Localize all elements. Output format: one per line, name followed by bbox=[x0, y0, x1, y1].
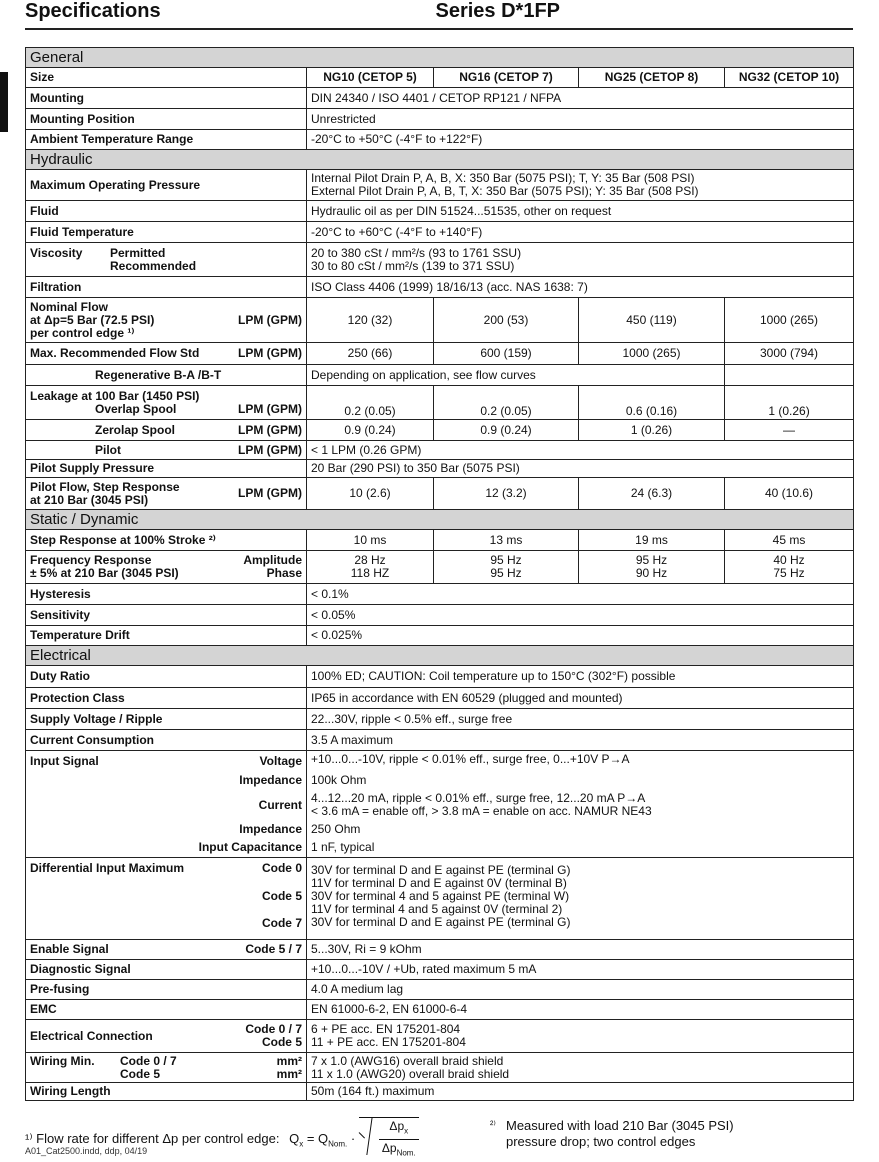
diag-label: Diagnostic Signal bbox=[26, 960, 307, 980]
wiring-code2: Code 5 bbox=[120, 1066, 161, 1081]
amplitude-ng10: 28 Hz bbox=[354, 553, 386, 567]
spec-table bbox=[25, 47, 854, 1101]
code0-label: Code 0 bbox=[261, 861, 302, 875]
size-ng32: NG32 (CETOP 10) bbox=[725, 68, 854, 88]
protection-value: IP65 in accordance with EN 60529 (plugged and mounted) bbox=[307, 688, 854, 709]
freq-ng25 bbox=[579, 551, 725, 584]
phase-ng32: 75 Hz bbox=[773, 566, 805, 580]
hysteresis-label: Hysteresis bbox=[26, 584, 307, 605]
pilot-flow-ng25: 24 (6.3) bbox=[579, 478, 725, 510]
pilot-supply-value: 20 Bar (290 PSI) to 350 Bar (5075 PSI) bbox=[307, 460, 854, 478]
formula-den: Δp bbox=[381, 1141, 397, 1156]
fluid-value: Hydraulic oil as per DIN 51524...51535, other on request bbox=[307, 201, 854, 222]
section-hydraulic: Hydraulic bbox=[26, 150, 854, 170]
diag-value: +10...0...-10V / +Ub, rated maximum 5 mA bbox=[307, 960, 854, 980]
current-consumption-label: Current Consumption bbox=[26, 730, 307, 751]
protection-label: Protection Class bbox=[26, 688, 307, 709]
conn-code1: Code 0 / 7 bbox=[245, 1022, 302, 1036]
code0-value-1: 30V for terminal D and E against PE (terminal G) bbox=[311, 863, 571, 877]
max-flow-ng16: 600 (159) bbox=[434, 343, 579, 365]
page-title: Specifications bbox=[25, 0, 161, 22]
zerolap-unit: LPM (GPM) bbox=[238, 422, 302, 437]
pilot-flow-label: Pilot Flow, Step Response bbox=[30, 479, 180, 494]
size-ng10: NG10 (CETOP 5) bbox=[307, 68, 434, 88]
code7-value: 30V for terminal D and E against PE (terminal G) bbox=[311, 915, 571, 929]
mounting-position-value: Unrestricted bbox=[307, 109, 854, 130]
filtration-label: Filtration bbox=[26, 277, 307, 298]
input-signal-label: Input Signal bbox=[30, 754, 99, 768]
viscosity-recommended-label: Recommended bbox=[110, 258, 197, 273]
prefuse-value: 4.0 A medium lag bbox=[307, 980, 854, 1000]
drift-value: < 0.025% bbox=[307, 626, 854, 646]
step-ng25: 19 ms bbox=[579, 530, 725, 551]
pilot-supply-label: Pilot Supply Pressure bbox=[26, 460, 307, 478]
overlap-label: Overlap Spool bbox=[95, 401, 177, 416]
wiring-values bbox=[307, 1053, 854, 1083]
file-footer: A01_Cat2500.indd, ddp, 04/19 bbox=[25, 1146, 148, 1156]
freq-ng32 bbox=[725, 551, 854, 584]
voltage-value: +10...0...-10V, ripple < 0.01% eff., surge free, 0...+10V P→A bbox=[311, 752, 630, 766]
section-general: General bbox=[26, 48, 854, 68]
size-label: Size bbox=[26, 68, 307, 88]
wiring-label-cell bbox=[26, 1053, 307, 1083]
emc-label: EMC bbox=[26, 1000, 307, 1020]
nominal-flow-label-cell bbox=[26, 298, 307, 343]
regen-label: Regenerative B-A /B-T bbox=[26, 365, 307, 386]
capacitance-label: Input Capacitance bbox=[198, 840, 302, 854]
freq-label: Frequency Response bbox=[30, 553, 152, 567]
mounting-value: DIN 24340 / ISO 4401 / CETOP RP121 / NFPA bbox=[307, 88, 854, 109]
freq-label-cell bbox=[26, 551, 307, 584]
overlap-ng25: 0.6 (0.16) bbox=[579, 386, 725, 420]
regen-empty bbox=[725, 365, 854, 386]
nominal-flow-ng16: 200 (53) bbox=[434, 298, 579, 343]
conn-label-cell bbox=[26, 1020, 307, 1053]
pilot-label-cell bbox=[26, 441, 307, 460]
nominal-flow-unit: LPM (GPM) bbox=[238, 312, 302, 327]
impedance-v-value: 100k Ohm bbox=[311, 773, 367, 787]
section-tab-marker bbox=[0, 72, 8, 132]
wiring-value-1: 7 x 1.0 (AWG16) overall braid shield bbox=[311, 1053, 504, 1068]
mounting-label: Mounting bbox=[26, 88, 307, 109]
leakage-label: Leakage at 100 Bar (1450 PSI) bbox=[30, 388, 200, 403]
nominal-flow-ng32: 1000 (265) bbox=[725, 298, 854, 343]
conn-value-2: 11 + PE acc. EN 175201-804 bbox=[311, 1035, 466, 1049]
wiring-code1: Code 0 / 7 bbox=[120, 1053, 177, 1068]
impedance-v-label: Impedance bbox=[239, 773, 302, 787]
overlap-ng16: 0.2 (0.05) bbox=[434, 386, 579, 420]
phase-ng10: 118 HZ bbox=[350, 566, 390, 580]
section-electrical: Electrical bbox=[26, 646, 854, 666]
impedance-c-value: 250 Ohm bbox=[311, 822, 361, 836]
current-label: Current bbox=[258, 798, 302, 812]
overlap-unit: LPM (GPM) bbox=[238, 401, 302, 416]
nominal-flow-ng25: 450 (119) bbox=[579, 298, 725, 343]
emc-value: EN 61000-6-2, EN 61000-6-4 bbox=[307, 1000, 854, 1020]
zerolap-ng10: 0.9 (0.24) bbox=[307, 420, 434, 441]
pilot-flow-unit: LPM (GPM) bbox=[238, 486, 302, 500]
input-signal-values bbox=[307, 751, 854, 858]
amplitude-ng16: 95 Hz bbox=[490, 553, 522, 567]
wiring-unit-1: mm² bbox=[276, 1053, 302, 1068]
formula-lhs: Q bbox=[289, 1130, 300, 1146]
section-static-dynamic: Static / Dynamic bbox=[26, 510, 854, 530]
step-response-label: Step Response at 100% Stroke ²⁾ bbox=[26, 530, 307, 551]
code5-value-1: 30V for terminal 4 and 5 against PE (terminal W) bbox=[311, 889, 570, 903]
pilot-label: Pilot bbox=[95, 442, 121, 457]
enable-code: Code 5 / 7 bbox=[245, 942, 302, 956]
sensitivity-label: Sensitivity bbox=[26, 605, 307, 626]
amplitude-label: Amplitude bbox=[243, 553, 302, 567]
max-flow-ng25: 1000 (265) bbox=[579, 343, 725, 365]
wiring-length-value: 50m (164 ft.) maximum bbox=[307, 1083, 854, 1101]
amplitude-ng25: 95 Hz bbox=[635, 553, 668, 567]
formula-fraction bbox=[379, 1118, 419, 1162]
viscosity-label: Viscosity bbox=[30, 245, 83, 260]
footnote-1-text: ¹⁾ Flow rate for different Δp per control edge: bbox=[25, 1130, 280, 1146]
fluid-temp-label: Fluid Temperature bbox=[26, 222, 307, 243]
fluid-label: Fluid bbox=[26, 201, 307, 222]
code5-label: Code 5 bbox=[261, 889, 302, 903]
max-pressure-label: Maximum Operating Pressure bbox=[26, 170, 307, 201]
overlap-ng10: 0.2 (0.05) bbox=[307, 386, 434, 420]
step-ng16: 13 ms bbox=[434, 530, 579, 551]
pilot-value: < 1 LPM (0.26 GPM) bbox=[307, 441, 854, 460]
wiring-label: Wiring Min. bbox=[30, 1053, 95, 1068]
diff-input-label-cell bbox=[26, 858, 307, 940]
wiring-value-2: 11 x 1.0 (AWG20) overall braid shield bbox=[311, 1066, 510, 1081]
header-rule bbox=[25, 28, 853, 30]
ambient-label: Ambient Temperature Range bbox=[26, 130, 307, 150]
max-flow-unit: LPM (GPM) bbox=[238, 346, 302, 360]
zerolap-ng32: — bbox=[725, 420, 854, 441]
code7-label: Code 7 bbox=[261, 916, 302, 930]
diff-input-label: Differential Input Maximum bbox=[30, 861, 185, 875]
sensitivity-value: < 0.05% bbox=[307, 605, 854, 626]
code0-value-2: 11V for terminal D and E against 0V (terminal B) bbox=[311, 876, 567, 890]
step-ng32: 45 ms bbox=[725, 530, 854, 551]
current-value-1: 4...12...20 mA, ripple < 0.01% eff., surge free, 12...20 mA P→A bbox=[311, 791, 646, 805]
hysteresis-value: < 0.1% bbox=[307, 584, 854, 605]
viscosity-recommended: 30 to 80 cSt / mm²/s (139 to 371 SSU) bbox=[311, 258, 515, 273]
current-value-2: < 3.6 mA = enable off, > 3.8 mA = enable on acc. NAMUR NE43 bbox=[311, 804, 652, 818]
series-title: Series D*1FP bbox=[435, 0, 560, 22]
footnote-2 bbox=[490, 1118, 820, 1150]
max-flow-ng10: 250 (66) bbox=[307, 343, 434, 365]
size-ng16: NG16 (CETOP 7) bbox=[434, 68, 579, 88]
supply-value: 22...30V, ripple < 0.5% eff., surge free bbox=[307, 709, 854, 730]
pilot-unit: LPM (GPM) bbox=[238, 442, 302, 457]
conn-code2: Code 5 bbox=[261, 1035, 302, 1049]
overlap-ng32: 1 (0.26) bbox=[725, 386, 854, 420]
max-pressure-internal: Internal Pilot Drain P, A, B, X: 350 Bar (5075 PSI); T, Y: 35 Bar (508 PSI) bbox=[311, 171, 695, 185]
step-ng10: 10 ms bbox=[307, 530, 434, 551]
zerolap-ng16: 0.9 (0.24) bbox=[434, 420, 579, 441]
regen-value: Depending on application, see flow curves bbox=[307, 365, 725, 386]
zerolap-ng25: 1 (0.26) bbox=[579, 420, 725, 441]
formula-eq: = Q bbox=[306, 1130, 329, 1146]
freq-condition: ± 5% at 210 Bar (3045 PSI) bbox=[30, 566, 179, 580]
footnote-2-mark: ²⁾ bbox=[490, 1120, 496, 1131]
formula-sqrt bbox=[359, 1117, 419, 1162]
duty-label: Duty Ratio bbox=[26, 666, 307, 688]
current-consumption-value: 3.5 A maximum bbox=[307, 730, 854, 751]
freq-ng10 bbox=[307, 551, 434, 584]
max-pressure-external: External Pilot Drain P, A, B, T, X: 350 Bar (5075 PSI); Y: 35 Bar (508 PSI) bbox=[311, 184, 699, 198]
zerolap-label: Zerolap Spool bbox=[95, 422, 176, 437]
pilot-flow-ng16: 12 (3.2) bbox=[434, 478, 579, 510]
conn-label: Electrical Connection bbox=[30, 1028, 153, 1043]
viscosity-value bbox=[307, 243, 854, 277]
viscosity-permitted: 20 to 380 cSt / mm²/s (93 to 1761 SSU) bbox=[311, 245, 522, 260]
impedance-c-label: Impedance bbox=[239, 822, 302, 836]
formula-nom-sub: Nom. bbox=[328, 1139, 348, 1149]
mounting-position-label: Mounting Position bbox=[26, 109, 307, 130]
phase-ng16: 95 Hz bbox=[490, 566, 522, 580]
amplitude-ng32: 40 Hz bbox=[773, 553, 805, 567]
viscosity-permitted-label: Permitted bbox=[110, 245, 166, 260]
nominal-flow-ng10: 120 (32) bbox=[307, 298, 434, 343]
formula-lhs-sub: x bbox=[299, 1139, 304, 1149]
formula-num: Δp bbox=[389, 1119, 405, 1133]
formula-den-sub: Nom. bbox=[396, 1148, 416, 1158]
nominal-flow-edge: per control edge ¹⁾ bbox=[30, 325, 135, 340]
enable-label-cell bbox=[26, 940, 307, 960]
wiring-unit-2: mm² bbox=[276, 1066, 302, 1081]
diff-input-values bbox=[307, 858, 854, 940]
phase-ng25: 90 Hz bbox=[635, 566, 668, 580]
nominal-flow-condition: at Δp=5 Bar (72.5 PSI) bbox=[30, 312, 155, 327]
phase-label: Phase bbox=[266, 566, 302, 580]
ambient-value: -20°C to +50°C (-4°F to +122°F) bbox=[307, 130, 854, 150]
max-pressure-value bbox=[307, 170, 854, 201]
formula-dot: · bbox=[350, 1130, 356, 1146]
pilot-flow-ng10: 10 (2.6) bbox=[307, 478, 434, 510]
pilot-flow-condition: at 210 Bar (3045 PSI) bbox=[30, 492, 149, 507]
nominal-flow-label: Nominal Flow bbox=[30, 299, 108, 314]
input-signal-label-cell bbox=[26, 751, 307, 858]
viscosity-label-cell bbox=[26, 243, 307, 277]
conn-values bbox=[307, 1020, 854, 1053]
conn-value-1: 6 + PE acc. EN 175201-804 bbox=[311, 1022, 461, 1036]
enable-label: Enable Signal bbox=[30, 942, 109, 956]
voltage-label: Voltage bbox=[259, 754, 302, 768]
leakage-label-cell bbox=[26, 386, 307, 420]
size-ng25: NG25 (CETOP 8) bbox=[579, 68, 725, 88]
footnote-2-line1: Measured with load 210 Bar (3045 PSI) bbox=[506, 1118, 734, 1133]
supply-label: Supply Voltage / Ripple bbox=[26, 709, 307, 730]
max-flow-ng32: 3000 (794) bbox=[725, 343, 854, 365]
filtration-value: ISO Class 4406 (1999) 18/16/13 (acc. NAS 1638: 7) bbox=[307, 277, 854, 298]
formula-num-sub: x bbox=[404, 1126, 409, 1136]
drift-label: Temperature Drift bbox=[26, 626, 307, 646]
max-flow-label-cell bbox=[26, 343, 307, 365]
wiring-length-label: Wiring Length bbox=[26, 1083, 307, 1101]
formula-numerator bbox=[379, 1118, 419, 1140]
pilot-flow-label-cell bbox=[26, 478, 307, 510]
duty-value: 100% ED; CAUTION: Coil temperature up to 150°C (302°F) possible bbox=[307, 666, 854, 688]
footnote-2-line2: pressure drop; two control edges bbox=[506, 1134, 696, 1149]
code5-value-2: 11V for terminal 4 and 5 against 0V (terminal 2) bbox=[311, 902, 563, 916]
enable-value: 5...30V, Ri = 9 kOhm bbox=[307, 940, 854, 960]
pilot-flow-ng32: 40 (10.6) bbox=[725, 478, 854, 510]
fluid-temp-value: -20°C to +60°C (-4°F to +140°F) bbox=[307, 222, 854, 243]
prefuse-label: Pre-fusing bbox=[26, 980, 307, 1000]
capacitance-value: 1 nF, typical bbox=[311, 840, 375, 854]
max-flow-label: Max. Recommended Flow Std bbox=[30, 346, 200, 360]
freq-ng16 bbox=[434, 551, 579, 584]
zerolap-label-cell bbox=[26, 420, 307, 441]
